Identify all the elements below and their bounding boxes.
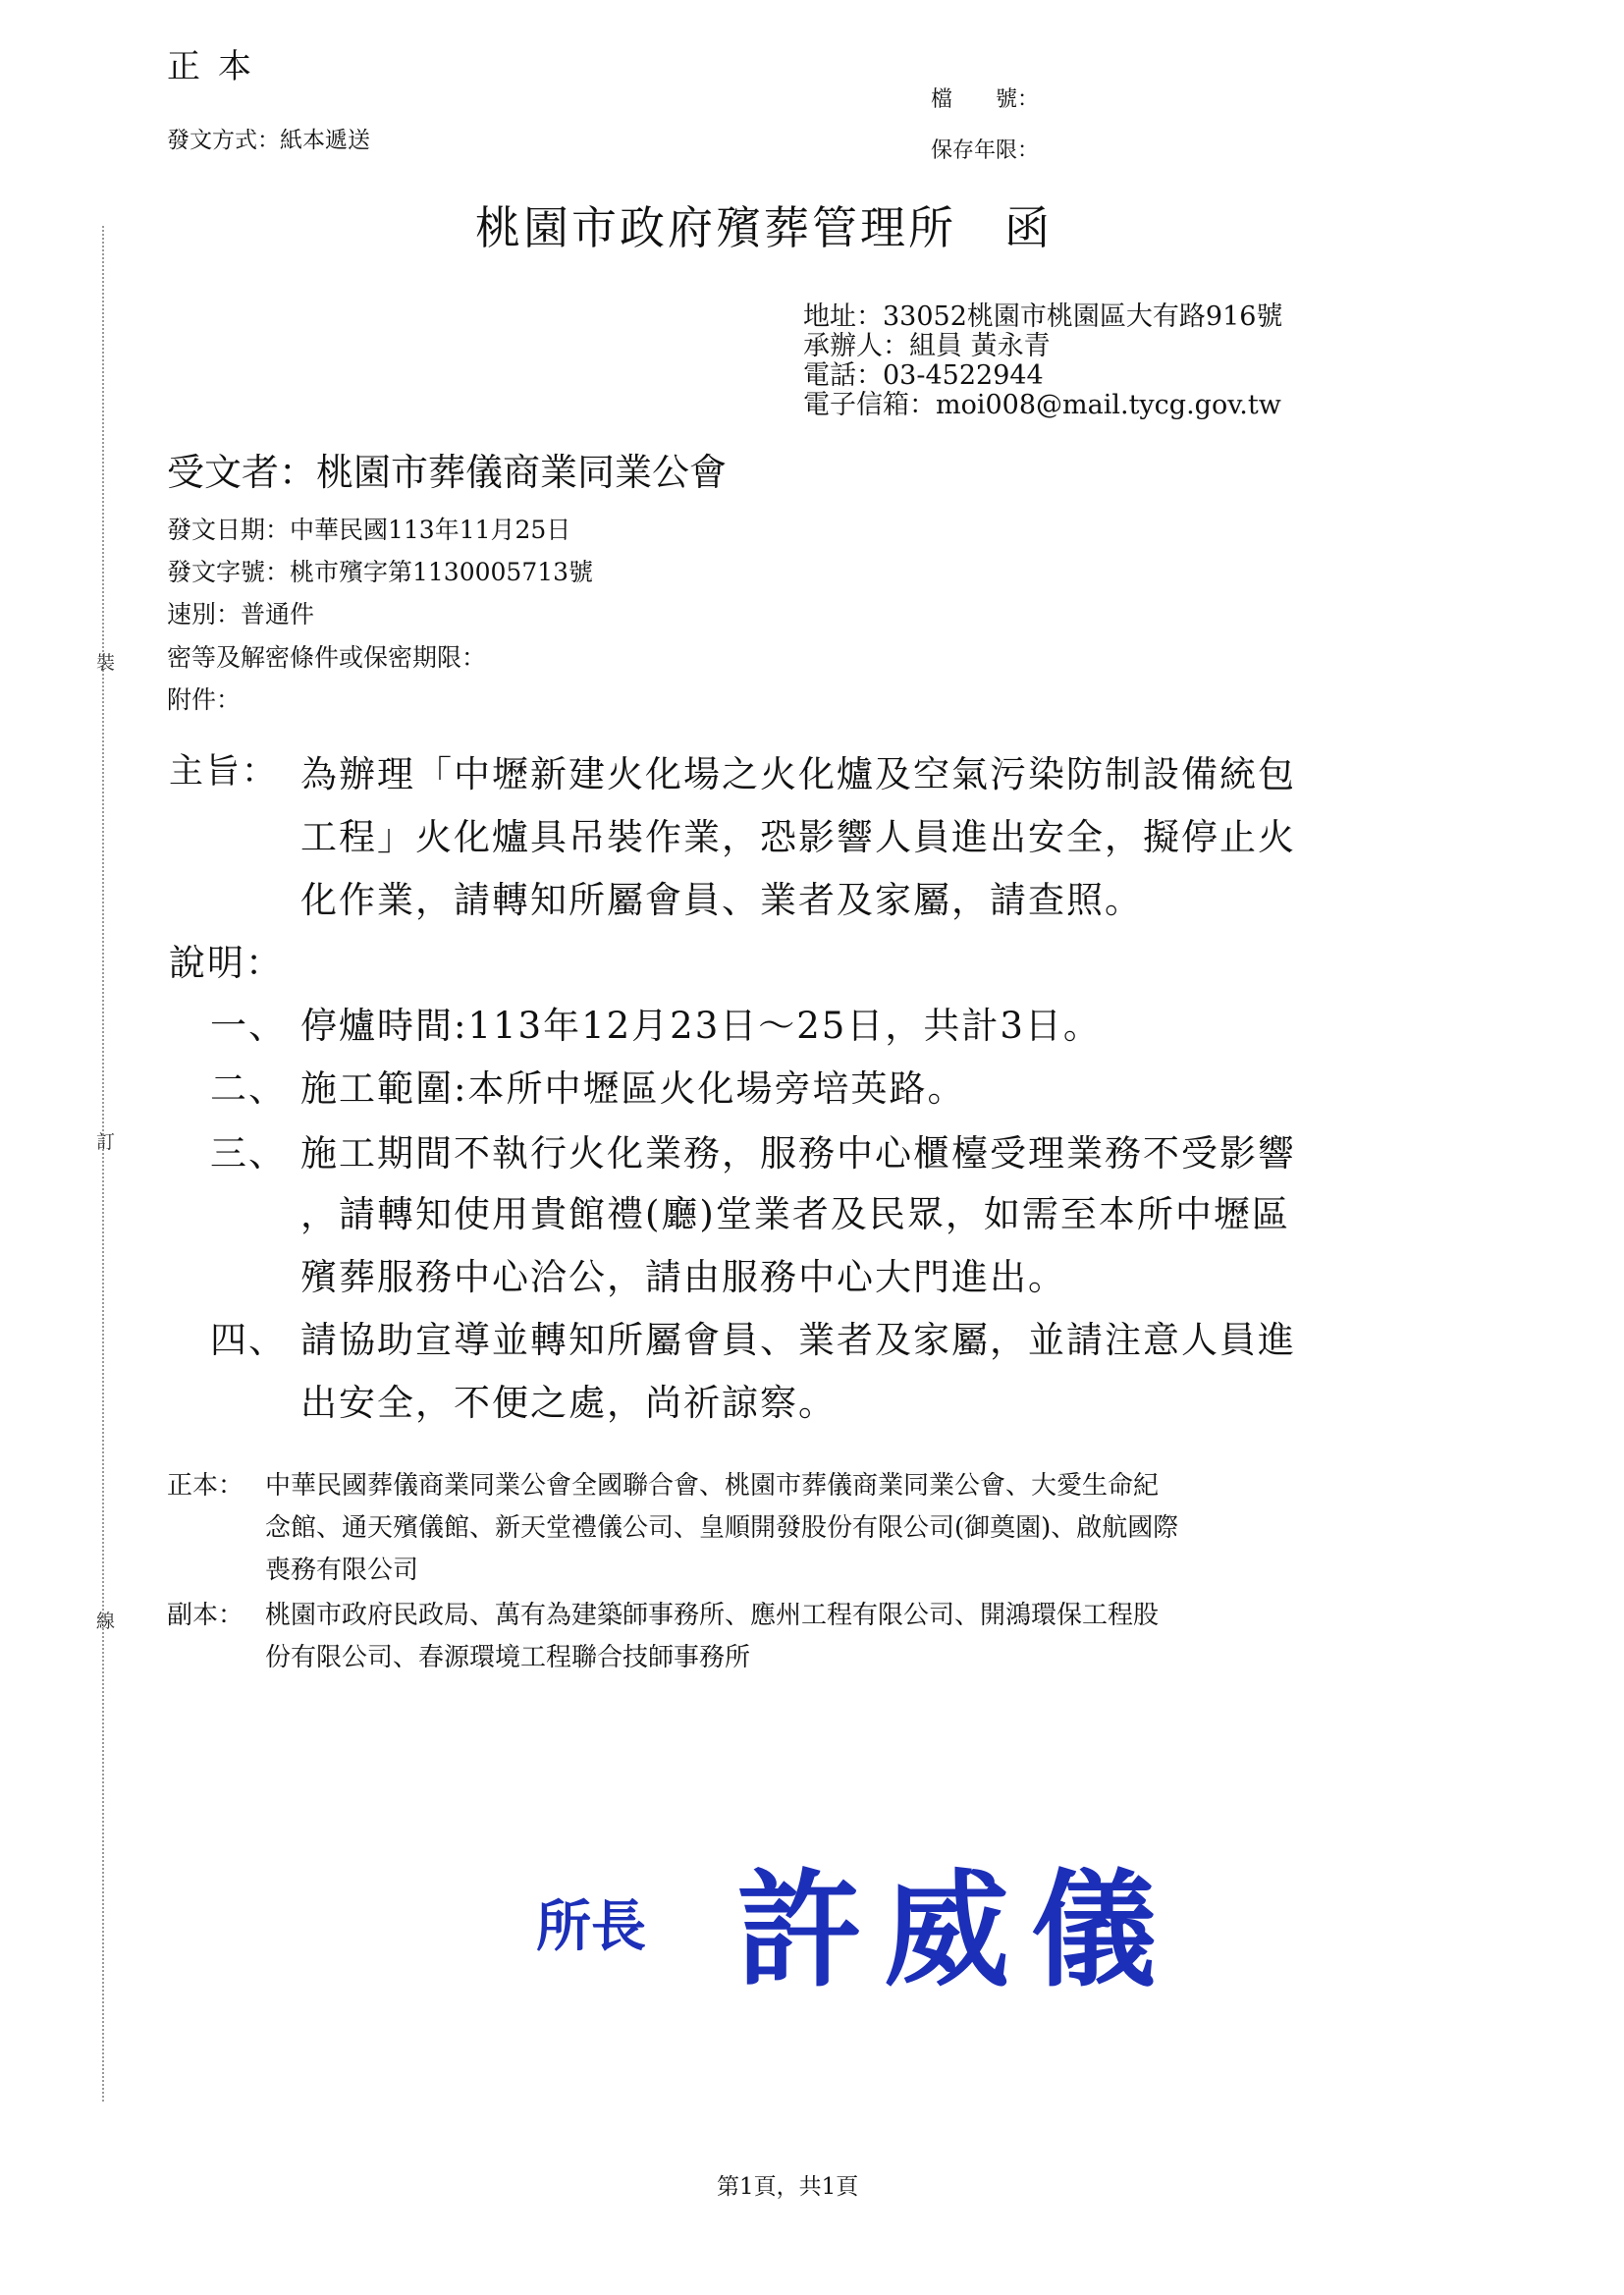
delivery-speed: 速別：普通件 bbox=[167, 600, 315, 628]
original-recipients-line: 念館、通天殯儀館、新天堂禮儀公司、皇順開發股份有限公司(御奠園)、啟航國際 bbox=[265, 1513, 1179, 1543]
signature-name: 許威儀 bbox=[736, 1857, 1179, 2004]
item-text: 施工範圍:本所中壢區火化場旁培英路。 bbox=[300, 1067, 966, 1110]
binding-dotted-line bbox=[102, 226, 104, 2102]
item-text: 殯葬服務中心洽公，請由服務中心大門進出。 bbox=[300, 1256, 1066, 1298]
contact-handler: 承辦人：組員 黃永青 bbox=[803, 331, 1051, 361]
page-number: 第1頁，共1頁 bbox=[717, 2174, 859, 2200]
item-number: 二、 bbox=[210, 1067, 287, 1110]
director-title: 所長 bbox=[536, 1894, 646, 1959]
contact-address: 地址：33052桃園市桃園區大有路916號 bbox=[803, 301, 1283, 332]
binding-mark: 線 bbox=[96, 1611, 116, 1632]
item-number: 三、 bbox=[210, 1132, 287, 1175]
copy-recipients-line: 桃園市政府民政局、萬有為建築師事務所、應州工程有限公司、開鴻環保工程股 bbox=[265, 1601, 1160, 1630]
subject-line: 為辦理「中壢新建火化場之火化爐及空氣污染防制設備統包 bbox=[300, 753, 1296, 795]
director-signature-stamp bbox=[727, 1836, 1316, 2013]
send-method: 發文方式：紙本遞送 bbox=[167, 128, 370, 153]
binding-mark: 裝 bbox=[96, 652, 116, 674]
copy-recipients-line: 份有限公司、春源環境工程聯合技師事務所 bbox=[265, 1643, 751, 1672]
issue-date: 發文日期：中華民國113年11月25日 bbox=[167, 516, 571, 544]
file-number-label: 檔 號： bbox=[931, 87, 1040, 112]
item-text: 請協助宣導並轉知所屬會員、業者及家屬，並請注意人員進 bbox=[300, 1319, 1296, 1361]
attachment-label: 附件： bbox=[167, 685, 242, 714]
subject-line: 化作業，請轉知所屬會員、業者及家屬，請查照。 bbox=[300, 879, 1143, 921]
reference-number: 發文字號：桃市殯字第1130005713號 bbox=[167, 558, 594, 586]
item-text: ，請轉知使用貴館禮(廳)堂業者及民眾，如需至本所中壢區 bbox=[300, 1193, 1290, 1235]
item-text: 施工期間不執行火化業務，服務中心櫃檯受理業務不受影響 bbox=[300, 1132, 1296, 1175]
item-number: 四、 bbox=[210, 1319, 287, 1361]
contact-email: 電子信箱：moi008@mail.tycg.gov.tw bbox=[803, 390, 1281, 420]
item-text: 出安全，不便之處，尚祈諒察。 bbox=[300, 1382, 837, 1424]
original-recipients-line: 中華民國葬儀商業同業公會全國聯合會、桃園市葬儀商業同業公會、大愛生命紀 bbox=[265, 1471, 1160, 1501]
original-copy-mark: 正本 bbox=[167, 47, 269, 86]
explanation-label: 說明： bbox=[169, 942, 284, 984]
document-title: 桃園市政府殯葬管理所 函 bbox=[475, 201, 1053, 254]
retention-period-label: 保存年限： bbox=[931, 138, 1040, 163]
original-recipients-label: 正本： bbox=[167, 1471, 244, 1501]
copy-recipients-label: 副本： bbox=[167, 1601, 244, 1630]
original-recipients-line: 喪務有限公司 bbox=[265, 1556, 419, 1585]
confidentiality-level: 密等及解密條件或保密期限： bbox=[167, 643, 487, 672]
binding-mark: 訂 bbox=[96, 1131, 116, 1153]
recipient: 受文者：桃園市葬儀商業同業公會 bbox=[167, 451, 728, 494]
item-text: 停爐時間:113年12月23日～25日，共計3日。 bbox=[300, 1005, 1102, 1047]
item-number: 一、 bbox=[210, 1005, 287, 1047]
subject-line: 工程」火化爐具吊裝作業，恐影響人員進出安全，擬停止火 bbox=[300, 816, 1296, 858]
subject-label: 主旨： bbox=[169, 752, 279, 792]
contact-phone: 電話：03-4522944 bbox=[803, 360, 1044, 391]
